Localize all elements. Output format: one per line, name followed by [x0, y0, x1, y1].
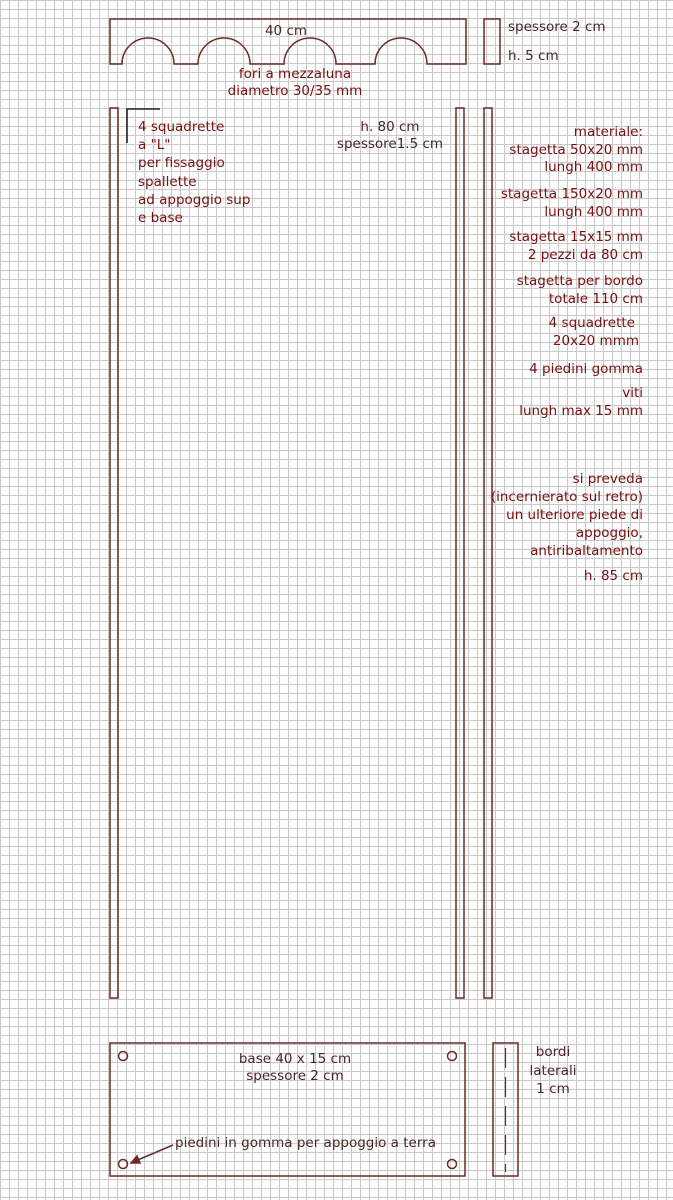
top-side-thickness-label: spessore 2 cm [508, 19, 606, 35]
rubber-foot-top-right [448, 1052, 457, 1061]
feet-arrow-head [131, 1156, 140, 1163]
material-item: 4 squadrette [548, 315, 635, 331]
bracket-note-2: a "L" [138, 137, 171, 153]
material-item: stagetta per bordo [516, 273, 643, 289]
material-item: lungh 400 mm [544, 159, 643, 175]
side-edges-label-2: laterali [529, 1063, 577, 1079]
side-edges-label-1: bordi [535, 1044, 571, 1060]
material-item: viti [622, 385, 643, 401]
bracket-note-1: 4 squadrette [138, 119, 225, 135]
bracket-note-3: per fissaggio [138, 155, 225, 171]
side-panel-thickness-label: spessore1.5 cm [336, 136, 444, 152]
top-side-height-label: h. 5 cm [508, 48, 559, 64]
rubber-foot-bottom-left [119, 1160, 128, 1169]
material-item: stagetta 50x20 mm [509, 142, 643, 158]
material-item: 4 piedini gomma [529, 361, 643, 377]
bracket-note-6: e base [138, 210, 183, 226]
material-item: totale 110 cm [548, 291, 643, 307]
support-note-3: un ulteriore piede di [506, 507, 643, 523]
support-note-4: appoggio, [575, 525, 643, 541]
support-note-1: si preveda [572, 471, 643, 487]
bracket-note-4: spallette [138, 174, 197, 190]
holes-label-line-1: fori a mezzaluna [238, 66, 352, 82]
base-size-label: base 40 x 15 cm [238, 1051, 352, 1067]
top-side-piece [484, 19, 500, 64]
material-item: 20x20 mmm [552, 333, 639, 349]
support-note-5: antiribaltamento [530, 543, 643, 559]
side-panel-height-label: h. 80 cm [360, 119, 420, 135]
rubber-foot-bottom-right [448, 1160, 457, 1169]
material-item: stagetta 15x15 mm [509, 229, 643, 245]
bracket-note-5: ad appoggio sup [138, 192, 251, 208]
material-item: 2 pezzi da 80 cm [527, 247, 643, 263]
materials-heading: materiale: [573, 124, 643, 140]
top-panel-width-label: 40 cm [264, 23, 308, 39]
feet-label: piedini in gomma per appoggio a terra [175, 1135, 436, 1151]
material-item: lungh max 15 mm [519, 403, 643, 419]
material-item: lungh 400 mm [544, 204, 643, 220]
side-edges-label-3: 1 cm [536, 1081, 570, 1097]
support-note-2: (incernierato sul retro) [490, 489, 643, 505]
base-thickness-label: spessore 2 cm [246, 1068, 344, 1084]
left-side-panel [110, 108, 118, 998]
material-item: stagetta 150x20 mm [500, 186, 643, 202]
rubber-foot-top-left [119, 1052, 128, 1061]
support-note-height: h. 85 cm [583, 568, 643, 584]
holes-label-line-2: diametro 30/35 mm [227, 83, 363, 99]
